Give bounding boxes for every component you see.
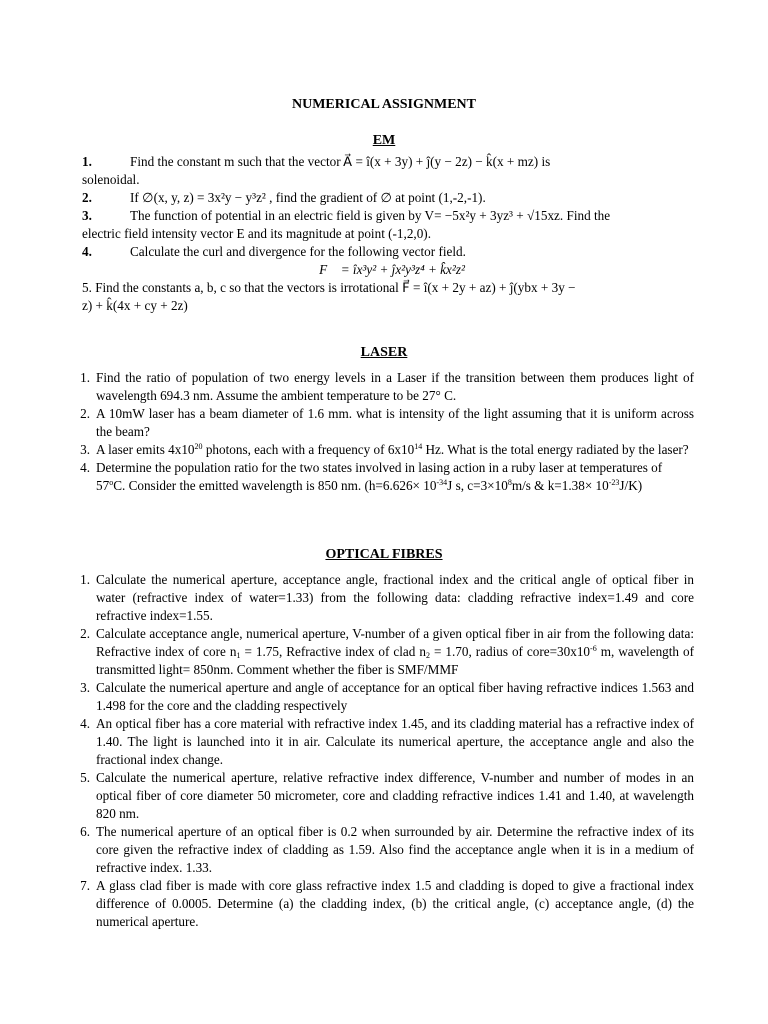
item-text: Find the ratio of population of two energy levels in a Laser if the transition between them produces light of wavelength 694.3 nm. Assume the ambient temperature to be 27° C.	[96, 370, 694, 403]
page-title: NUMERICAL ASSIGNMENT	[292, 97, 476, 112]
list-item	[68, 679, 694, 715]
item-number: 5.	[80, 770, 90, 785]
item-number: 3.	[80, 442, 90, 457]
em-item-text: If ∅(x, y, z) = 3x²y − y³z² , find the gradient of ∅ at point (1,-2,-1).	[130, 190, 486, 205]
em-list	[82, 153, 702, 315]
item-text: A 10mW laser has a beam diameter of 1.6 mm. what is intensity of the light assuming that it is uniform across the beam?	[96, 406, 694, 439]
laser-list	[68, 369, 694, 495]
em-item	[82, 207, 702, 225]
list-item	[68, 877, 694, 931]
list-item	[68, 369, 694, 405]
item-text: Calculate the numerical aperture, relative refractive index difference, V-number and number of modes in an optical fiber of core diameter 50 micrometer, core and cladding refractive indices 1.41 and 1.40, at wavelength 820 nm.	[96, 770, 694, 821]
list-item	[68, 769, 694, 823]
list-item	[68, 715, 694, 769]
item-number: 4.	[80, 460, 90, 475]
list-item	[68, 823, 694, 877]
item-text: Calculate the numerical aperture and angle of acceptance for an optical fiber having refractive indices 1.563 and 1.498 for the core and the cladding respectively	[96, 680, 694, 713]
em-item-continuation: solenoidal.	[82, 172, 140, 187]
em-item	[82, 153, 702, 171]
item-text: Calculate acceptance angle, numerical aperture, V-number of a given optical fiber in air from the following data: Refractive index of core $n_1 = 1.75$, Refractive index of clad $n_2 = 1.70$, radius of $core=30x10^{-6}$ m, wavelength of transmitted light= 850nm. Comment whether the fiber is SMF/MMF	[96, 626, 694, 677]
em-item	[82, 243, 702, 261]
item-number: 1.	[80, 370, 90, 385]
em-item-continuation: electric field intensity vector E and its magnitude at point (-1,2,0).	[82, 226, 431, 241]
item-text: An optical fiber has a core material with refractive index 1.45, and its cladding material has a refractive index of 1.40. The light is launched into it in air. Calculate its numerical aperture, the acceptance angle and also the fractional index change.	[96, 716, 694, 767]
em-item-number: 2.	[82, 190, 92, 205]
item-text: Calculate the numerical aperture, acceptance angle, fractional index and the critical angle of optical fiber in water (refractive index of water=1.33) from the following data: cladding refractive index=1.49 and core refractive index=1.55.	[96, 572, 694, 623]
item-text: Determine the population ratio for the two states involved in lasing action in a ruby laser at temperatures of 57$^o$C. Consider the emitted wavelength is 850 nm. ($h=6.626\times 10^{-34}J$ s, $c=3\times 10^8m/s$ & $k=1.38\times 10^{-23}J/K$)	[96, 460, 663, 493]
laser-heading: LASER	[360, 345, 408, 360]
item-text: A laser emits $4x10^{20}$ photons, each with a frequency of $6x10^{14}$ Hz. What is the total energy radiated by the laser?	[96, 442, 689, 457]
em-item-5-continuation: z) + k̂(4x + cy + 2z)	[82, 298, 188, 313]
list-item	[68, 441, 694, 459]
item-number: 3.	[80, 680, 90, 695]
em-item-text: Find the constant m such that the vector A⃗ = î(x + 3y) + ĵ(y − 2z) − k̂(x + mz) is	[130, 154, 551, 169]
em-item-number: 1.	[82, 154, 92, 169]
em-item	[82, 189, 702, 207]
item-number: 7.	[80, 878, 90, 893]
em-item-number: 4.	[82, 244, 92, 259]
list-item	[68, 405, 694, 441]
list-item	[68, 625, 694, 679]
item-number: 6.	[80, 824, 90, 839]
list-item	[68, 571, 694, 625]
em-item-number: 3.	[82, 208, 92, 223]
item-text: The numerical aperture of an optical fiber is 0.2 when surrounded by air. Determine the refractive index of its core given the refractive index of cladding as 1.59. Also find the acceptance angle when it is in a medium of refractive index. 1.33.	[96, 824, 694, 875]
item-text: A glass clad fiber is made with core glass refractive index 1.5 and cladding is doped to give a fractional index difference of 0.0005. Determine (a) the cladding index, (b) the critical angle, (c) acceptance angle, (d) the numerical aperture.	[96, 878, 694, 929]
item-number: 2.	[80, 406, 90, 421]
item-number: 4.	[80, 716, 90, 731]
em-heading: EM	[372, 133, 396, 148]
vector-field-formula: F⃗ = îx³y² + ĵx²y³z⁴ + k̂x²z²	[319, 262, 465, 277]
em-item-text: Calculate the curl and divergence for the following vector field.	[130, 244, 466, 259]
em-item-text: The function of potential in an electric field is given by V= −5x²y + 3yz³ + √15xz. Find the	[130, 208, 611, 223]
em-item-5: 5. Find the constants a, b, c so that the vectors is irrotational F⃗ = î(x + 2y + az) + ĵ(ybx + 3y −	[82, 280, 576, 295]
fibres-list	[68, 571, 694, 931]
list-item	[68, 459, 694, 495]
optical-fibres-heading: OPTICAL FIBRES	[325, 547, 443, 562]
item-number: 2.	[80, 626, 90, 641]
item-number: 1.	[80, 572, 90, 587]
